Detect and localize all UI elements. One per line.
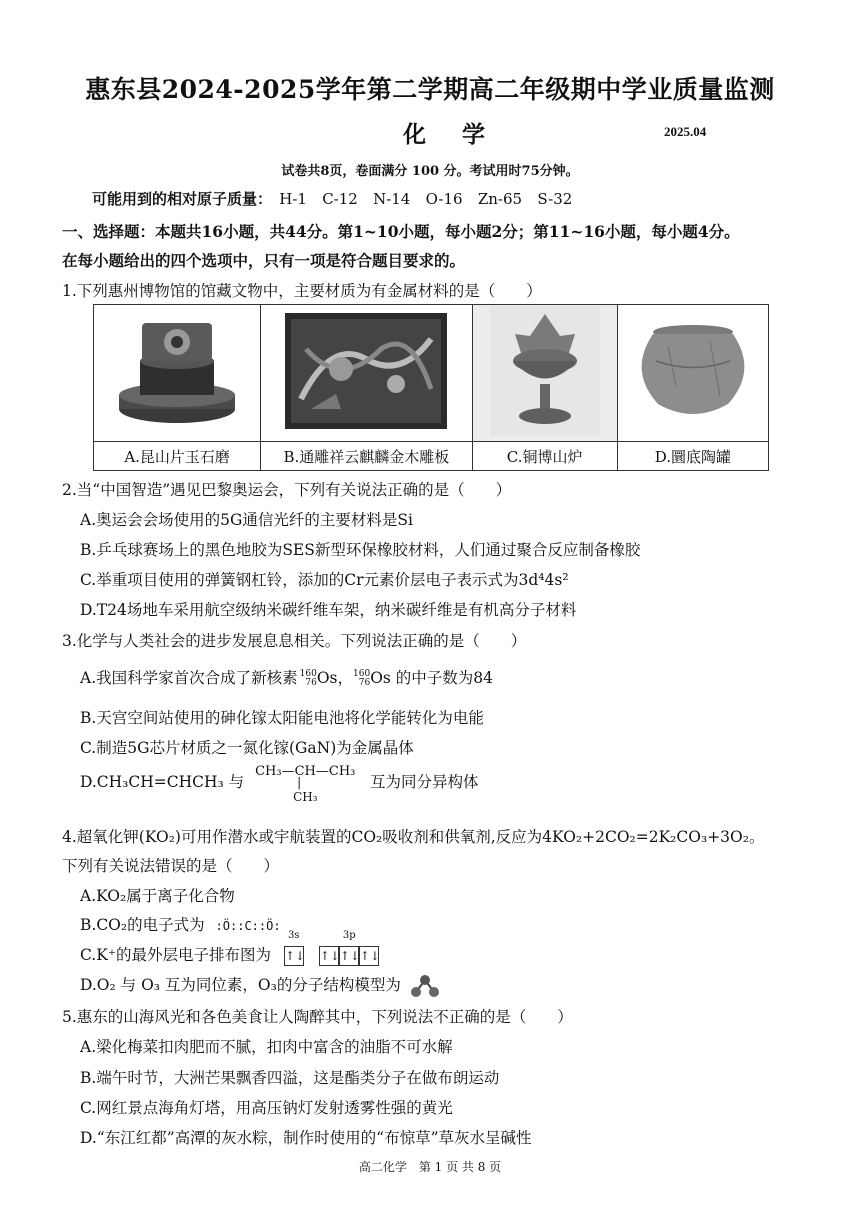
q5-stem: 5.惠东的山海风光和各色美食让人陶醉其中，下列说法不正确的是（ ）: [62, 1008, 573, 1026]
structure-bond: |: [297, 775, 302, 789]
q2-option-b: B.乒乓球赛场上的黑色地胶为SES新型环保橡胶材料，人们通过聚合反应制备橡胶: [80, 541, 641, 559]
q4-option-b: [80, 913, 281, 935]
electron-formula: :Ö::C::Ö:: [215, 919, 281, 933]
q1-option-d: D.圜底陶罐: [617, 442, 768, 471]
q3d-post: 互为同分异构体: [370, 773, 479, 791]
section-heading: 一、选择题：本题共16小题，共44分。第1~10小题，每小题2分；第11~16小题，每小题4分。: [62, 222, 740, 241]
subject-title: 化 学: [403, 121, 500, 148]
carved-board-image: [261, 305, 472, 442]
nuclide-number-2: 76: [358, 678, 371, 688]
q5-option-b: B.端午时节，大洲芒果飘香四溢，这是酯类分子在做布朗运动: [80, 1069, 500, 1087]
q5-option-c: C.网红景点海角灯塔，用高压钠灯发射透雾性强的黄光: [80, 1099, 453, 1117]
q4d-text: D.O₂ 与 O₃ 互为同位素，O₃的分子结构模型为: [80, 976, 401, 994]
q4b-text: B.CO₂的电子式为: [80, 916, 205, 934]
q3-option-a: A.我国科学家首次合成了新核素 160 76Os，160 76Os 的中子数为84: [80, 669, 494, 688]
section-instruction: 在每小题给出的四个选项中，只有一项是符合题目要求的。: [62, 251, 466, 270]
q1-stem: 1.下列惠州博物馆的馆藏文物中，主要材质为有金属材料的是（ ）: [62, 282, 542, 300]
nuclide-label: [300, 670, 317, 688]
mass-zn: Zn-65: [477, 190, 523, 208]
orbital-3s: [284, 930, 306, 966]
orbital-3s-label: 3s: [287, 930, 300, 941]
q3-stem: 3.化学与人类社会的进步发展息息相关。下列说法正确的是（ ）: [62, 632, 527, 650]
q3d-text: D.CH₃CH=CHCH₃ 与: [80, 773, 245, 791]
bronze-censer-image: [472, 305, 617, 442]
q2-option-d: D.T24场地车采用航空级纳米碳纤维车架，纳米碳纤维是有机高分子材料: [80, 601, 577, 619]
orbital-3p: [319, 930, 380, 966]
exam-info: 试卷共8页，卷面满分 100 分。考试用时75分钟。: [281, 164, 579, 179]
nuclide-label-2: [353, 670, 370, 688]
q3-option-b: B.天宫空间站使用的砷化镓太阳能电池将化学能转化为电能: [80, 709, 484, 727]
q3a-text: A.我国科学家首次合成了新核素: [80, 669, 298, 687]
mass-h: H-1: [279, 190, 307, 208]
q3-option-d: [80, 764, 479, 804]
orbital-3p-box-2: ↑↓: [339, 946, 359, 966]
stone-mill-image: [94, 305, 261, 442]
q2-option-a: A.奥运会会场使用的5G通信光纤的主要材料是Si: [80, 511, 413, 529]
q4c-text: C.K⁺的最外层电子排布图为: [80, 946, 271, 964]
q1-image-table: [93, 304, 769, 471]
mass-label: 可能用到的相对原子质量：: [92, 190, 273, 208]
nuclide-symbol: Os: [316, 669, 338, 687]
orbital-3s-box: ↑↓: [284, 946, 304, 966]
mass-s: S-32: [537, 190, 573, 208]
orbital-3p-box-1: ↑↓: [319, 946, 339, 966]
exam-title: 惠东县2024-2025学年第二学期高二年级期中学业质量监测: [85, 75, 775, 104]
structure-main-chain: CH₃—CH—CH₃: [255, 764, 356, 779]
nuclide-mass-2: 160: [353, 669, 371, 679]
q4-stem-2: 下列有关说法错误的是（ ）: [62, 857, 280, 875]
q3-option-c: C.制造5G芯片材质之一氮化镓(GaN)为金属晶体: [80, 739, 414, 757]
q1-option-c: C.铜博山炉: [472, 442, 617, 471]
q1-option-b: B.通雕祥云麒麟金木雕板: [261, 442, 472, 471]
pottery-jar-image: [617, 305, 768, 442]
q4-option-a: A.KO₂属于离子化合物: [80, 887, 235, 905]
ozone-model-icon: [410, 974, 440, 998]
q2-stem: 2.当“中国智造”遇见巴黎奥运会，下列有关说法正确的是（ ）: [62, 481, 512, 499]
page-footer: 高二化学 第 1 页 共 8 页: [358, 1160, 502, 1174]
mass-n: N-14: [373, 190, 411, 208]
orbital-3p-box-3: ↑↓: [359, 946, 379, 966]
q5-option-d: D.“东江红都”高潭的灰水粽，制作时使用的“布惊草”草灰水呈碱性: [80, 1129, 532, 1147]
q1-option-a: A.昆山片玉石磨: [94, 442, 261, 471]
q4-option-c: [80, 930, 380, 966]
orbital-3p-label: 3p: [342, 930, 356, 941]
mass-c: C-12: [322, 190, 358, 208]
q2-option-c: C.举重项目使用的弹簧钢杠铃，添加的Cr元素价层电子表示式为3d⁴4s²: [80, 571, 569, 589]
q4-stem-1: 4.超氧化钾(KO₂)可用作潜水或宇航装置的CO₂吸收剂和供氧剂,反应为4KO₂+2CO₂=2K₂CO₃+3O₂。: [62, 828, 765, 846]
q4-option-d: [80, 973, 440, 998]
nuclide-mass: 160: [299, 669, 317, 679]
nuclide-number: 76: [305, 678, 317, 688]
structure-branch: CH₃: [293, 790, 318, 804]
mass-o: O-16: [425, 190, 463, 208]
exam-date: 2025.04: [664, 124, 707, 139]
nuclide-symbol-2: Os: [370, 669, 391, 687]
atomic-mass-line: [92, 188, 582, 209]
q5-option-a: A.梁化梅菜扣肉肥而不腻，扣肉中富含的油脂不可水解: [80, 1038, 453, 1056]
q3a-post: 的中子数为84: [395, 669, 494, 687]
branched-structure: [255, 764, 365, 804]
